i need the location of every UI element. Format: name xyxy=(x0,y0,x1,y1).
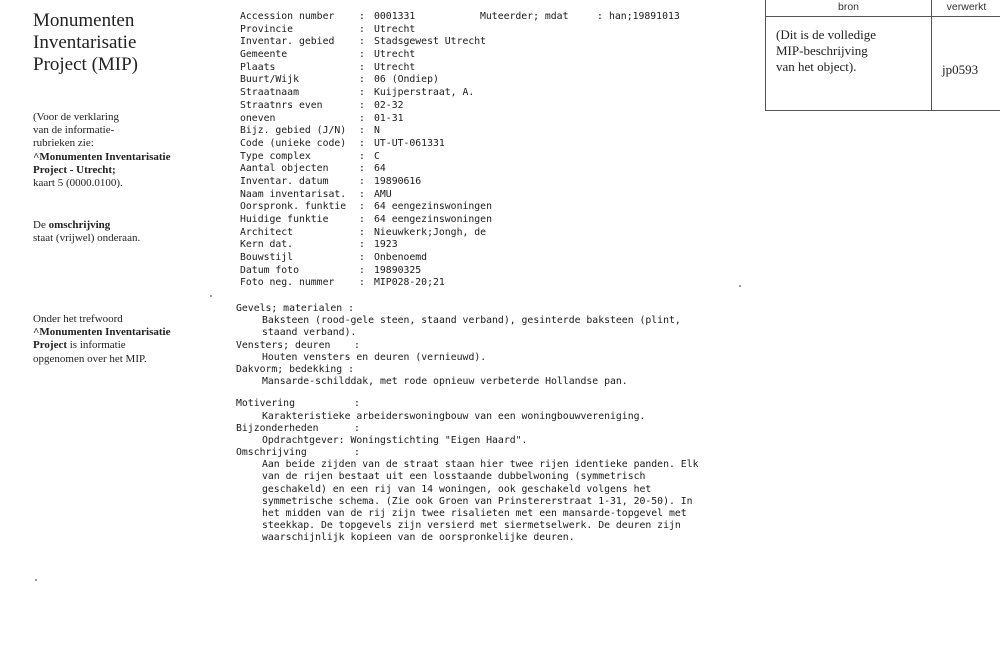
field-row xyxy=(240,74,760,87)
field-value: Stadsgewest Utrecht xyxy=(374,36,487,48)
description-line: Opdrachtgever: Woningstichting "Eigen Haard". xyxy=(262,434,528,446)
description-line: symmetrische schema. (Zie ook Groen van Prinstererstraat 1-31, 20-50). In xyxy=(262,495,693,507)
field-label: Plaats xyxy=(240,61,276,73)
description-line: steekkap. De topgevels zijn versierd met siermetselwerk. De deuren zijn xyxy=(262,520,681,532)
field-row xyxy=(240,49,760,62)
field-value: Nieuwkerk;Jongh, de xyxy=(374,226,487,238)
field-value: 19890325 xyxy=(374,264,422,276)
field-separator: : xyxy=(359,239,365,251)
field-label: Code (unieke code) xyxy=(240,137,347,149)
field-separator: : xyxy=(359,61,365,73)
description-line: geschakeld) en een rij van 14 woningen, ook geschakeld volgens het xyxy=(262,483,652,495)
bron-text xyxy=(776,27,926,75)
note-line: van de informatie- xyxy=(33,124,115,137)
source-box-header xyxy=(766,0,1000,17)
field-row xyxy=(240,265,760,278)
mip-title-block xyxy=(33,10,233,76)
field-value: MIP028-20;21 xyxy=(374,277,445,289)
field-row xyxy=(240,201,760,214)
description-line: waarschijnlijk kopieen van de oorspronkelijke deuren. xyxy=(262,532,575,544)
field-row xyxy=(240,24,760,37)
field-value: 02-32 xyxy=(374,99,404,111)
field-label: Datum foto xyxy=(240,264,299,276)
field-value: N xyxy=(374,125,380,137)
title-line: Project (MIP) xyxy=(33,54,139,75)
keyword-note xyxy=(33,313,213,366)
field-value: Utrecht xyxy=(374,23,416,35)
description-line: Mansarde-schilddak, met rode opnieuw verbeterde Hollandse pan. xyxy=(262,376,628,388)
bron-line: MIP-beschrijving xyxy=(776,43,868,58)
scan-speck xyxy=(739,285,741,287)
field-row xyxy=(240,239,760,252)
note-text: De xyxy=(33,219,49,231)
field-row xyxy=(240,36,760,49)
field-separator: : xyxy=(359,112,365,124)
note-keyword: Project xyxy=(33,339,67,352)
record-fields xyxy=(240,11,760,290)
mutation-label: Muteerder; mdat xyxy=(480,11,569,22)
field-label: Gemeente xyxy=(240,49,288,61)
verwerkt-header: verwerkt xyxy=(946,1,987,13)
field-label: Provincie xyxy=(240,23,294,35)
field-row xyxy=(240,252,760,265)
note-reference-bold: Project - Utrecht; xyxy=(33,163,116,176)
field-separator: : xyxy=(359,214,365,225)
record-description xyxy=(236,303,756,545)
field-label: Straatnrs even xyxy=(240,99,323,111)
field-separator: : xyxy=(359,11,365,22)
field-label: Buurt/Wijk xyxy=(240,74,299,86)
field-value: UT-UT-061331 xyxy=(374,137,445,149)
field-separator: : xyxy=(359,87,365,99)
mutation-value: han;19891013 xyxy=(609,11,680,22)
section-label-omschrijving: Omschrijving : xyxy=(236,447,360,459)
bron-line: (Dit is de volledige xyxy=(776,27,877,42)
field-label: Bijz. gebied (J/N) xyxy=(240,125,347,137)
field-value: 06 (Ondiep) xyxy=(374,74,439,86)
field-label: Aantal objecten xyxy=(240,163,329,175)
column-divider xyxy=(931,0,932,110)
field-row xyxy=(240,11,760,24)
field-value: 01-31 xyxy=(374,112,404,124)
field-separator: : xyxy=(359,137,365,149)
field-value: 64 eengezinswoningen xyxy=(374,201,492,213)
field-value: Onbenoemd xyxy=(374,252,428,264)
title-line: Inventarisatie xyxy=(33,32,137,53)
field-separator: : xyxy=(359,150,365,162)
note-keyword: omschrijving xyxy=(48,219,111,231)
field-label: Straatnaam xyxy=(240,87,299,99)
section-label-motivering: Motivering : xyxy=(236,398,360,410)
field-value: 1923 xyxy=(374,239,398,251)
field-separator: : xyxy=(359,226,365,238)
mutation-separator: : xyxy=(597,11,603,22)
field-row xyxy=(240,277,760,290)
field-row xyxy=(240,125,760,138)
description-line: Baksteen (rood-gele steen, staand verband), gesinterde baksteen (plint, xyxy=(262,315,681,327)
field-separator: : xyxy=(359,36,365,48)
description-line: Houten vensters en deuren (vernieuwd). xyxy=(262,351,487,363)
field-row xyxy=(240,176,760,189)
field-label: Accession number xyxy=(240,11,335,22)
field-label: Foto neg. nummer xyxy=(240,277,335,289)
field-row xyxy=(240,62,760,75)
field-separator: : xyxy=(359,23,365,35)
note-line: rubrieken zie: xyxy=(33,137,94,150)
field-value: 64 xyxy=(374,163,386,175)
field-value: 0001331 xyxy=(374,11,416,22)
field-separator: : xyxy=(359,252,365,264)
field-separator: : xyxy=(359,49,365,61)
field-row xyxy=(240,113,760,126)
field-separator: : xyxy=(359,125,365,137)
field-label: oneven xyxy=(240,112,276,124)
field-row xyxy=(240,87,760,100)
field-row xyxy=(240,163,760,176)
field-row xyxy=(240,214,760,227)
field-value: Kuijperstraat, A. xyxy=(374,87,475,99)
field-separator: : xyxy=(359,163,365,175)
field-value: Utrecht xyxy=(374,61,416,73)
field-value: C xyxy=(374,150,380,162)
scan-speck xyxy=(35,579,37,581)
field-label: Bouwstijl xyxy=(240,252,294,264)
section-label-vensters: Vensters; deuren : xyxy=(236,339,360,351)
verwerkt-code: jp0593 xyxy=(942,62,979,77)
note-line: (Voor de verklaring xyxy=(33,111,119,123)
section-label-bijzonderheden: Bijzonderheden : xyxy=(236,422,360,434)
field-label: Naam inventarisat. xyxy=(240,188,347,200)
note-text: is informatie xyxy=(67,339,126,352)
field-value: Utrecht xyxy=(374,49,416,61)
field-label: Inventar. datum xyxy=(240,175,329,187)
source-box xyxy=(765,0,1000,111)
field-label: Oorspronk. funktie xyxy=(240,201,347,213)
section-label-dakvorm: Dakvorm; bedekking : xyxy=(236,363,354,375)
title-line: Monumenten xyxy=(33,10,135,31)
field-separator: : xyxy=(359,188,365,200)
field-separator: : xyxy=(359,175,365,187)
note-keyword: ^Monumenten Inventarisatie xyxy=(33,326,171,339)
description-line: Aan beide zijden van de straat staan hier twee rijen identieke panden. Elk xyxy=(262,459,699,471)
field-row xyxy=(240,189,760,202)
note-reference-bold: ^Monumenten Inventarisatie xyxy=(33,150,171,163)
field-label: Architect xyxy=(240,226,294,238)
field-label: Inventar. gebied xyxy=(240,36,335,48)
field-separator: : xyxy=(359,99,365,111)
bron-line: van het object). xyxy=(776,59,857,74)
scan-speck xyxy=(210,295,212,297)
description-hint xyxy=(33,219,213,245)
field-separator: : xyxy=(359,201,365,213)
note-line: Onder het trefwoord xyxy=(33,313,123,325)
note-line: kaart 5 (0000.0100). xyxy=(33,177,123,190)
section-label-gevels: Gevels; materialen : xyxy=(236,303,354,314)
field-row xyxy=(240,151,760,164)
field-label: Huidige funktie xyxy=(240,214,329,225)
field-label: Type complex xyxy=(240,150,311,162)
field-separator: : xyxy=(359,277,365,289)
page-title xyxy=(33,10,233,76)
description-line: van de rijen bestaat uit een losstaande dubbelwoning (symmetrisch xyxy=(262,471,646,483)
bron-header: bron xyxy=(837,1,859,13)
field-value: 64 eengezinswoningen xyxy=(374,214,492,225)
description-line: het midden van de rij zijn twee risalieten met een mansarde-topgevel met xyxy=(262,508,687,519)
note-line: opgenomen over het MIP. xyxy=(33,352,147,365)
field-label: Kern dat. xyxy=(240,239,294,251)
field-value: AMU xyxy=(374,188,392,200)
field-row xyxy=(240,227,760,240)
note-line: staat (vrijwel) onderaan. xyxy=(33,232,141,245)
field-row xyxy=(240,100,760,113)
explanation-note xyxy=(33,111,213,190)
field-separator: : xyxy=(359,74,365,86)
description-line: Karakteristieke arbeiderswoningbouw van een woningbouwvereniging. xyxy=(262,410,646,422)
field-value: 19890616 xyxy=(374,175,422,187)
description-line: staand verband). xyxy=(262,327,357,339)
field-row xyxy=(240,138,760,151)
field-separator: : xyxy=(359,264,365,276)
